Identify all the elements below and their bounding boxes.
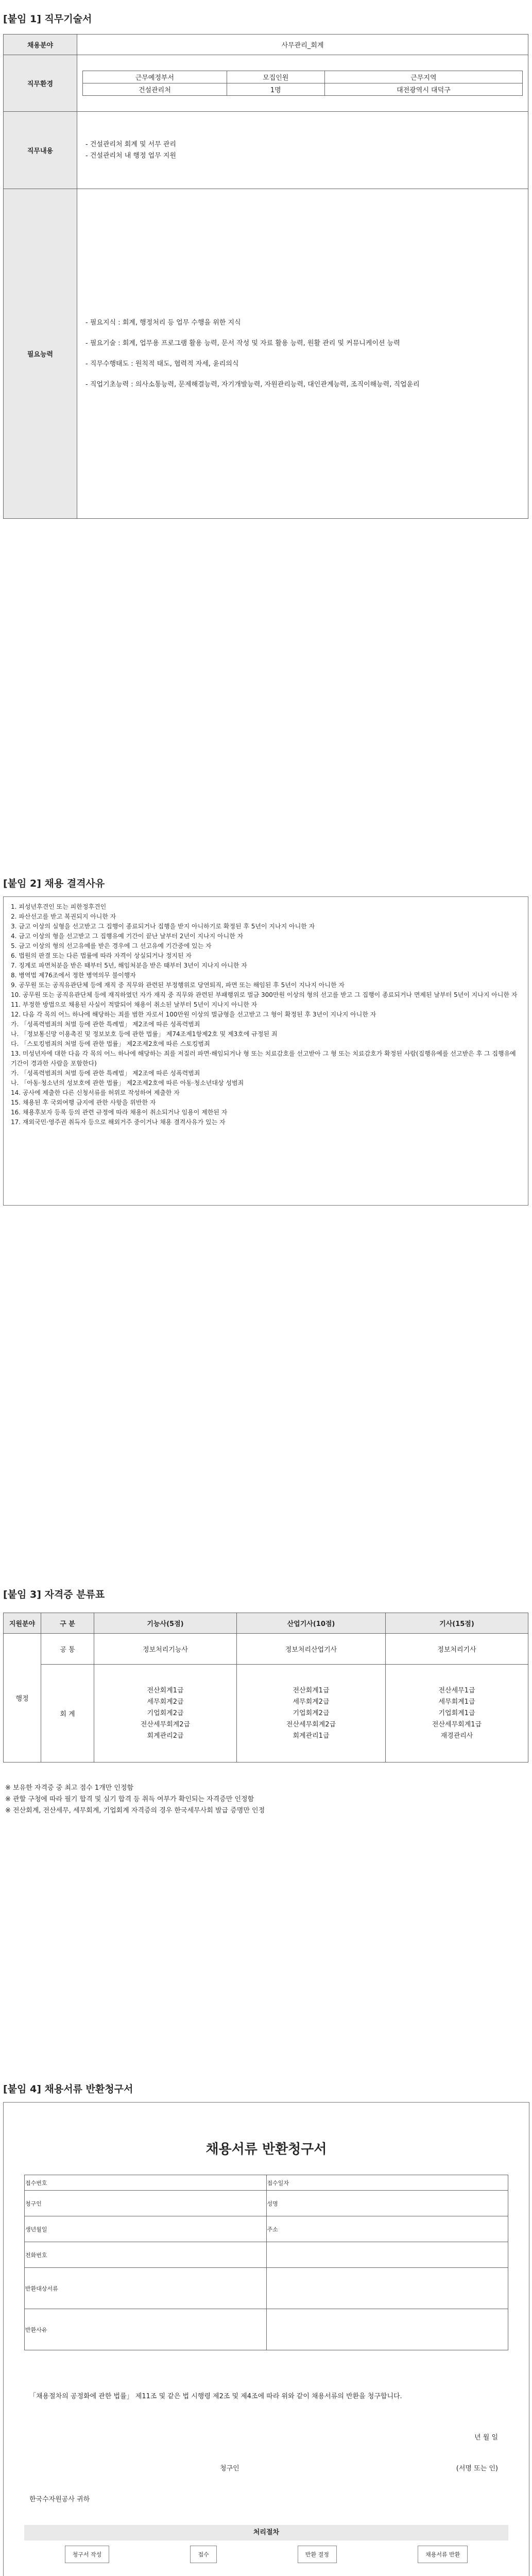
disqualification-item: 13. 미성년자에 대한 다음 각 목의 어느 하나에 해당하는 죄를 저질러 파면·해임되거나 형 또는 치료감호를 선고받아 그 형 또는 치료감호가 확정된 사람(집행유예를 선고받은 후 그 집행유예기간이 경과한 사람을 포함한다) [11, 1050, 516, 1067]
field-header: 채용분야 [4, 35, 77, 55]
reason-label: 반환사유 [25, 2309, 267, 2350]
process-steps [24, 2546, 508, 2563]
content-line: - 건설관리처 내 행정 업무 지원 [85, 151, 177, 160]
phone-value[interactable] [266, 2242, 508, 2268]
section-title: [붙임 1] 직무기술서 [3, 13, 92, 25]
process-step: 반환 결정 [298, 2546, 337, 2563]
sign-text: (서명 또는 인) [456, 2465, 498, 2472]
process-title: 처리절차 [24, 2525, 508, 2540]
disqualification-item: 2. 파산선고를 받고 복권되지 아니한 자 [11, 913, 116, 920]
form-date: 년 월 일 [474, 2434, 498, 2442]
disqualification-item: 다. 「스토킹범죄의 처벌 등에 관한 법률」 제2조제2호에 따른 스토킹범죄 [11, 1040, 210, 1047]
cert-name: 기업회계2급 [147, 1709, 184, 1717]
env-val-2: 대전광역시 대덕구 [324, 83, 522, 96]
ability-line: - 필요지식 : 회계, 행정처리 등 업무 수행을 위한 지식 [85, 318, 241, 327]
office-cell: 행정 [4, 1634, 41, 1762]
disqualification-item: 11. 부정한 방법으로 채용된 사실이 적발되어 채용이 취소된 날부터 5년이 지나지 아니한 자 [11, 1001, 258, 1008]
disqualification-item: 10. 공무원 또는 공직유관단체 등에 재직하였던 자가 재직 중 직무와 관련된 부패행위로 벌금 300만원 이상의 형의 선고를 받고 그 집행이 종료되거나 면제된 날부터 5년이 지나지 아니한 자 [11, 991, 518, 998]
receipt-no-label: 접수번호 [25, 2175, 267, 2191]
cert-name: 세무회계2급 [293, 1698, 330, 1706]
ability-line: - 직무수행태도 : 원칙적 태도, 협력적 자세, 윤리의식 [85, 360, 239, 368]
disqualification-list [11, 902, 521, 1127]
cert-name: 재경관리사 [440, 1732, 473, 1740]
phone-label: 전화번호 [25, 2242, 267, 2268]
disqualification-item: 15. 채용된 후 국외여행 금지에 관한 사항을 위반한 자 [11, 1099, 156, 1106]
note: ※ 보유한 자격증 중 최고 점수 1개만 인정함 [5, 1784, 134, 1792]
disqualification-item: 6. 법원의 판결 또는 다른 법률에 따라 자격이 상실되거나 정지된 자 [11, 952, 192, 959]
ability-line: - 필요기술 : 회계, 업무용 프로그램 활용 능력, 문서 작성 및 자료 활용 능력, 원활 관리 및 커뮤니케이션 능력 [85, 339, 400, 347]
cert-name: 회계관리1급 [293, 1732, 330, 1740]
common-val: 정보처리기능사 [94, 1634, 237, 1665]
common-val: 정보처리기사 [385, 1634, 528, 1665]
cert-name: 세무회계1급 [438, 1698, 475, 1706]
disqualification-item: 16. 채용후보자 등록 등의 관련 규정에 따라 채용이 취소되거나 임용이 제한된 자 [11, 1109, 228, 1116]
cert-name: 전산회계1급 [293, 1686, 330, 1694]
disqualification-item: 1. 피성년후견인 또는 피한정후견인 [11, 903, 107, 910]
account-cell: 회 계 [41, 1665, 94, 1762]
form-title: 채용서류 반환청구서 [205, 2142, 327, 2157]
disqualification-item: 17. 재외국민·영주권 취득자 등으로 해외거주 중이거나 채용 결격사유가 있는 자 [11, 1118, 226, 1126]
cert-name: 전산세무회계1급 [432, 1720, 482, 1728]
cert-name: 전산세무1급 [438, 1686, 475, 1694]
address-label: 주소 [266, 2216, 508, 2242]
env-head-0: 근무예정부서 [83, 71, 227, 83]
field-value: 사무관리_회계 [77, 35, 528, 55]
ability-header: 필요능력 [4, 189, 77, 519]
col-header: 기사(15점) [385, 1613, 528, 1634]
claimant-text: 청구인 [220, 2465, 239, 2472]
recipient: 한국수자원공사 귀하 [29, 2496, 90, 2503]
kind-header: 구 분 [41, 1613, 94, 1634]
cert-name: 전산회계1급 [147, 1686, 184, 1694]
env-head-2: 근무지역 [324, 71, 522, 83]
common-cell: 공 통 [41, 1634, 94, 1665]
section-job-description [0, 0, 532, 592]
process-step: 접수 [190, 2546, 216, 2563]
area-header: 지원분야 [4, 1613, 41, 1634]
cert-name: 회계관리2급 [147, 1732, 184, 1740]
cert-name: 세무회계2급 [147, 1698, 184, 1706]
disqualification-item: 12. 다음 각 목의 어느 하나에 해당하는 죄를 범한 자로서 100만원 이상의 벌금형을 선고받고 그 형이 확정된 후 3년이 지나지 아니한 자 [11, 1011, 376, 1018]
disqualification-item: 7. 징계로 파면처분을 받은 때부터 5년, 해임처분을 받은 때부터 3년이 지나지 아니한 자 [11, 962, 247, 969]
cert-name: 전산세무회계2급 [286, 1720, 336, 1728]
env-val-0: 건설관리처 [83, 83, 227, 96]
docs-value[interactable] [266, 2268, 508, 2309]
disqualification-item: 14. 공사에 제출한 다른 신청서류를 허위로 작성하여 제출한 자 [11, 1089, 180, 1096]
birth-label: 생년월일 [25, 2216, 267, 2242]
receipt-date-label: 접수일자 [266, 2175, 508, 2191]
disqualification-item: 나. 「아동·청소년의 성보호에 관한 법률」 제2조제2호에 따른 아동·청소년대상 성범죄 [11, 1079, 244, 1087]
env-table [82, 71, 523, 96]
cert-notes [5, 1783, 525, 1817]
disqualification-item: 9. 공무원 또는 공직유관단체 등에 재직 중 직무와 관련된 부정행위로 당연퇴직, 파면 또는 해임된 후 5년이 지나지 아니한 자 [11, 981, 345, 989]
cert-table [3, 1613, 528, 1762]
section-title: [붙임 2] 채용 결격사유 [3, 878, 105, 889]
disqualification-item: 가. 「성폭력범죄의 처벌 등에 관한 특례법」 제2조에 따른 성폭력범죄 [11, 1070, 200, 1077]
env-head-1: 모집인원 [227, 71, 324, 83]
common-val: 정보처리산업기사 [237, 1634, 386, 1665]
cert-name: 기업회계2급 [293, 1709, 330, 1717]
section-title: [붙임 3] 자격증 분류표 [3, 1589, 105, 1600]
disqualification-item: 나. 「정보통신망 이용촉진 및 정보보호 등에 관한 법률」 제74조제1항제2호 및 제3호에 규정된 죄 [11, 1030, 278, 1038]
process-step: 채용서류 반환 [418, 2546, 468, 2563]
form-table [24, 2175, 508, 2350]
ability-line: - 직업기초능력 : 의사소통능력, 문제해결능력, 자기개발능력, 자원관리능력, 대인관계능력, 조직이해능력, 직업윤리 [85, 380, 420, 388]
claimant-label: 청구인 [25, 2191, 267, 2216]
reason-value[interactable] [266, 2309, 508, 2350]
env-val-1: 1명 [227, 83, 324, 96]
process-step: 청구서 작성 [65, 2546, 110, 2563]
disqualification-item: 5. 금고 이상의 형의 선고유예를 받은 경우에 그 선고유예 기간중에 있는 자 [11, 942, 212, 950]
content-line: - 건설관리처 회계 및 서무 관리 [85, 140, 177, 148]
form-body: 「채용절차의 공정화에 관한 법률」 제11조 및 같은 법 시행령 제2조 및 제4조에 따라 위와 같이 채용서류의 반환을 청구합니다. [29, 2393, 402, 2400]
disqualification-box [3, 896, 528, 1206]
note: ※ 관할 구청에 따라 필기 합격 및 실기 합격 등 취득 여부가 확인되는 자격증만 인정함 [5, 1795, 254, 1803]
account-col [385, 1665, 528, 1762]
disqualification-item: 3. 금고 이상의 실형을 선고받고 그 집행이 종료되거나 집행을 받지 아니하기로 확정된 후 5년이 지나지 아니한 자 [11, 923, 315, 930]
disqualification-item: 8. 병역법 제76조에서 정한 병역의무 불이행자 [11, 972, 136, 979]
return-form [3, 2102, 529, 2576]
col-header: 기능사(5점) [94, 1613, 237, 1634]
job-table [3, 34, 528, 519]
cert-name: 전산세무회계2급 [140, 1720, 191, 1728]
col-header: 산업기사(10점) [237, 1613, 386, 1634]
section-certificates [0, 1587, 532, 1958]
section-title: [붙임 4] 채용서류 반환청구서 [3, 2083, 133, 2095]
docs-label: 반환대상서류 [25, 2268, 267, 2309]
name-label: 성명 [266, 2191, 508, 2216]
section-return-request [0, 2081, 532, 2576]
account-col [94, 1665, 237, 1762]
cert-name: 기업회계1급 [438, 1709, 475, 1717]
account-col [237, 1665, 386, 1762]
content-header: 직무내용 [4, 112, 77, 189]
disqualification-item: 4. 금고 이상의 형을 선고받고 그 집행유예 기간이 끝난 날부터 2년이 지나지 아니한 자 [11, 933, 244, 940]
section-disqualification [0, 608, 532, 1226]
note: ※ 전산회계, 전산세무, 세무회계, 기업회계 자격증의 경우 한국세무사회 발급 증명만 인정 [5, 1807, 265, 1815]
disqualification-item: 가. 「성폭력범죄의 처벌 등에 관한 특례법」 제2조에 따른 성폭력범죄 [11, 1021, 200, 1028]
env-header: 직무환경 [4, 55, 77, 112]
